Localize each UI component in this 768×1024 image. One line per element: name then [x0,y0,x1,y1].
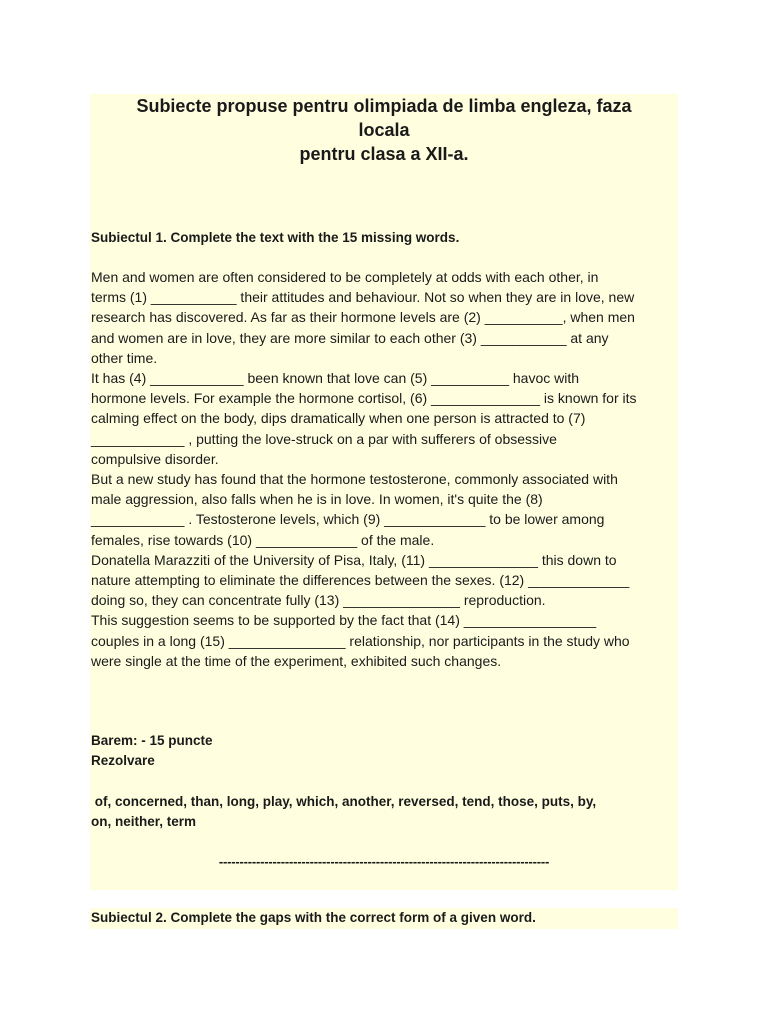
text-line: calming effect on the body, dips dramatically when one person is attracted to (7) [91,410,586,427]
text-line: terms (1) ___________ their attitudes and behaviour. Not so when they are in love, new [91,289,635,306]
barem-points: Barem: - 15 puncte [91,733,213,748]
text-line: This suggestion seems to be supported by the fact that (14) _________________ [91,612,597,629]
text-line: compulsive disorder. [91,450,219,467]
subject-2-panel [90,908,678,929]
answer-key-line-1: of, concerned, than, long, play, which, another, reversed, tend, those, puts, by, [91,794,597,809]
text-line: hormone levels. For example the hormone cortisol, (6) ______________ is known for its [91,390,637,407]
subject-1-text [91,267,681,671]
document-title [90,94,678,166]
text-line: ____________ , putting the love-struck on a par with sufferers of obsessive [91,430,557,447]
section-separator: -------------------------------------------------------------------------------- [218,854,550,869]
text-line: nature attempting to eliminate the differences between the sexes. (12) _____________ [91,572,630,589]
text-line: ____________ . Testosterone levels, which (9) _____________ to be lower among [91,511,605,528]
rezolvare-label: Rezolvare [91,753,155,768]
subject-1-heading: Subiectul 1. Complete the text with the 15 missing words. [91,230,460,245]
answer-key [91,792,596,832]
subject-1-panel [90,94,678,890]
title-line-1: Subiecte propuse pentru olimpiada de limba engleza, faza [136,96,632,116]
text-line: But a new study has found that the hormone testosterone, commonly associated with [91,471,618,488]
text-line: and women are in love, they are more similar to each other (3) ___________ at any [91,329,609,346]
text-line: male aggression, also falls when he is in love. In women, it's quite the (8) [91,491,543,508]
text-line: other time. [91,349,158,366]
text-line: doing so, they can concentrate fully (13) _______________ reproduction. [91,592,546,609]
text-line: couples in a long (15) _______________ relationship, nor participants in the study who [91,632,630,649]
title-line-2: locala [358,120,410,140]
text-line: research has discovered. As far as their hormone levels are (2) __________, when men [91,309,635,326]
answer-key-line-2: on, neither, term [91,814,197,829]
subject-2-heading: Subiectul 2. Complete the gaps with the correct form of a given word. [91,910,536,925]
title-line-3: pentru clasa a XII-a. [299,144,469,164]
text-line: Donatella Marazziti of the University of Pisa, Italy, (11) ______________ this down to [91,551,617,568]
text-line: It has (4) ____________ been known that love can (5) __________ havoc with [91,370,580,387]
text-line: Men and women are often considered to be completely at odds with each other, in [91,269,599,285]
text-line: were single at the time of the experiment, exhibited such changes. [91,652,502,669]
text-line: females, rise towards (10) _____________ of the male. [91,531,435,548]
